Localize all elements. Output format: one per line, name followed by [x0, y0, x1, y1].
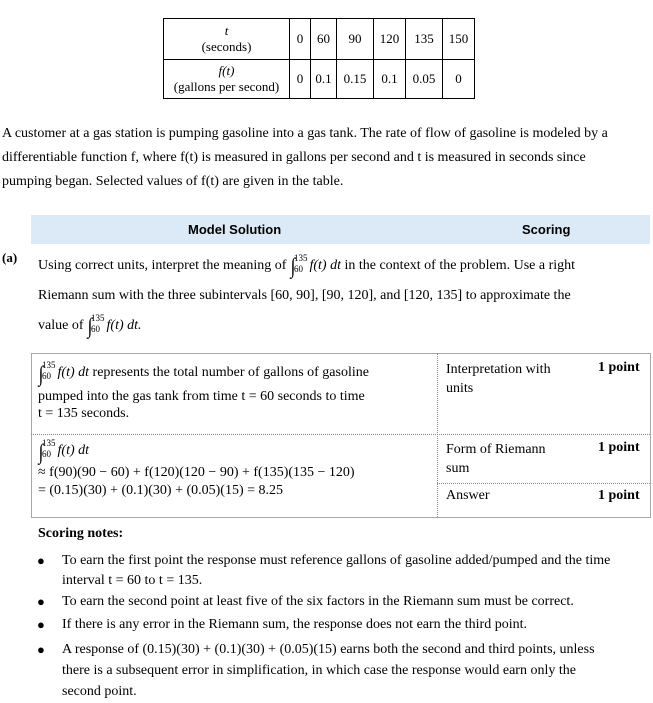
bullet-icon: ●: [37, 594, 45, 609]
score-points: 1 point: [598, 360, 640, 375]
scoring-divider: [437, 483, 650, 484]
intro-paragraph: A customer at a gas station is pumping gasoline into a gas tank. The rate of flow of gasoline is modeled by a differentiable function f, where f(t) is measured in gallons per second and t is measured in seconds since pumping began. Selected values of f(t) are given in the table.: [2, 126, 608, 189]
model-solution-heading: Model Solution: [188, 222, 282, 237]
integral-limits: 135 60: [91, 313, 105, 335]
scoring-heading: Scoring: [522, 222, 571, 237]
part-a-label: (a): [2, 250, 18, 265]
table-row-t: [164, 19, 475, 60]
solution-interpretation: ∫ 135 60 f(t) dt represents the total number of gallons of gasoline pumped into the gas tank from time t = 60 seconds to time t = 135 seconds.: [38, 360, 369, 421]
integral-limits: 135 60: [293, 253, 308, 274]
table-cell: 0: [443, 60, 475, 99]
column-divider: [437, 353, 438, 517]
integral-limits: 135 60: [42, 438, 56, 459]
table-cell: 0: [290, 60, 311, 99]
score-points: 1 point: [598, 488, 640, 503]
bullet-icon: ●: [37, 617, 45, 632]
table-cell: 0.15: [337, 60, 374, 99]
integral-sign: ∫: [38, 360, 44, 386]
note-bullet: ● To earn the second point at least five of the six factors in the Riemann sum must be correct.: [62, 592, 647, 612]
solution-header-bar: [31, 215, 650, 244]
score-points: 1 point: [598, 440, 640, 455]
table-cell: 0.1: [374, 60, 406, 99]
table-header-f: f(t) (gallons per second): [164, 60, 290, 99]
integral-sign: ∫: [87, 313, 93, 339]
row-divider: [31, 434, 650, 435]
scoring-notes-title: Scoring notes:: [38, 526, 124, 541]
table-cell: 90: [337, 19, 374, 60]
integral-limits: 135 60: [42, 360, 56, 381]
score-item-riemann-form: Form of Riemann sum: [446, 442, 546, 476]
solution-riemann: ∫ 135 60 f(t) dt ≈ f(90)(90 − 60) + f(120)(120 − 90) + f(135)(135 − 120) = (0.15)(30) + (0.1)(30) + (0.05)(15) = 8.25: [38, 438, 355, 498]
values-table: [163, 18, 475, 99]
table-cell: 0.1: [311, 60, 337, 99]
table-cell: 60: [311, 19, 337, 60]
bullet-icon: ●: [37, 642, 45, 657]
table-cell: 0: [290, 19, 311, 60]
note-bullet: ● To earn the first point the response must reference gallons of gasoline added/pumped and the time interval t = 60 to t = 135.: [37, 553, 611, 588]
table-cell: 150: [443, 19, 475, 60]
table-cell: 135: [406, 19, 443, 60]
note-bullet: ● If there is any error in the Riemann sum, the response does not earn the third point.: [62, 615, 647, 635]
score-item-interpretation: Interpretation with units: [446, 362, 551, 396]
table-row-f: [164, 60, 475, 99]
table-header-t: t (seconds): [164, 19, 290, 60]
note-bullet: ● A response of (0.15)(30) + (0.1)(30) + (0.05)(15) earns both the second and third points, unless there is a subsequent error in simplification, in which case the response would earn only the second point.: [62, 639, 647, 702]
integral-sign: ∫: [38, 438, 44, 464]
part-a-question: Using correct units, interpret the meaning of ∫ 135 60 f(t) dt in the context of the problem. Use a right Riemann sum with the three subintervals [60, 90], [90, 120], and [120, 135] to approximate the value of ∫ 135 60 f(t) dt.: [38, 253, 576, 339]
table-cell: 120: [374, 19, 406, 60]
bullet-icon: ●: [37, 553, 45, 568]
score-item-answer: Answer: [446, 488, 490, 503]
table-cell: 0.05: [406, 60, 443, 99]
integral-sign: ∫: [290, 253, 296, 278]
